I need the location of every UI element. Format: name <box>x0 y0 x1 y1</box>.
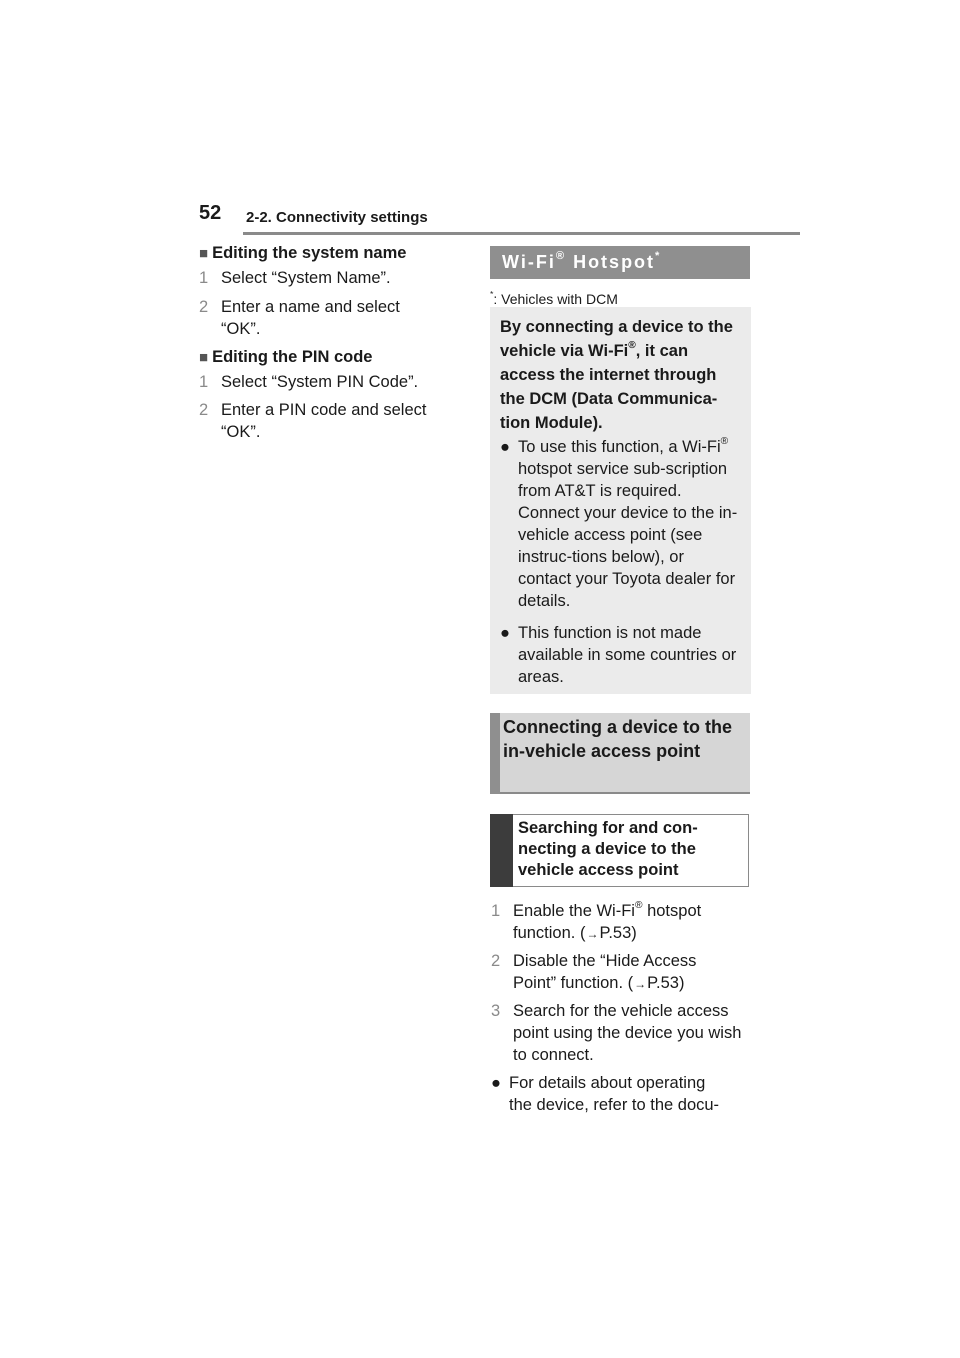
step-number: 2 <box>199 298 209 316</box>
step-item <box>199 371 454 393</box>
search-heading-stripe <box>490 814 513 887</box>
bullet-icon: ● <box>500 624 510 642</box>
step-text: Enter a PIN code and select “OK”. <box>221 401 427 441</box>
bullet-item <box>500 436 740 612</box>
step-number: 2 <box>491 952 501 970</box>
step-number: 2 <box>199 401 209 419</box>
step-item <box>491 900 741 945</box>
page-number: 52 <box>199 202 222 224</box>
step-text: Enter a name and select “OK”. <box>221 298 400 338</box>
intro-text: By connecting a device to the vehicle via Wi-Fi®, it can access the internet through the DCM (Data Communica-tion Module). <box>500 318 733 432</box>
section-title: 2-2. Connectivity settings <box>246 209 428 226</box>
square-bullet-icon: ■ <box>199 245 209 262</box>
page-reference-link[interactable]: P.53) <box>647 974 685 992</box>
bullet-icon: ● <box>491 1074 501 1092</box>
step-number: 1 <box>199 269 209 287</box>
search-heading: Searching for and con-necting a device to the vehicle access point <box>518 819 698 879</box>
subheading-text: Editing the PIN code <box>212 348 373 366</box>
bullet-item <box>491 1072 731 1116</box>
subheading-system-name <box>199 242 406 265</box>
step-item <box>199 399 461 443</box>
step-number: 1 <box>199 373 209 391</box>
bullet-text: For details about operating the device, refer to the docu- <box>509 1074 720 1114</box>
page-reference-link[interactable]: P.53) <box>599 924 637 942</box>
step-text: Select “System PIN Code”. <box>221 373 419 391</box>
footnote: *: Vehicles with DCM <box>490 289 618 307</box>
step-text: Search for the vehicle access point using the device you wish to connect. <box>513 1002 742 1064</box>
bullet-icon: ● <box>500 438 510 456</box>
step-number: 3 <box>491 1002 501 1020</box>
step-item <box>491 950 741 995</box>
bullet-text: To use this function, a Wi-Fi® hotspot service sub-scription from AT&T is required. Connect your device to the in-vehicle access point (see instruc-tions below), or contact your Toyota dealer for details. <box>518 435 738 610</box>
step-item <box>199 296 439 340</box>
header-rule <box>243 232 800 235</box>
bullet-item <box>500 622 740 688</box>
step-number: 1 <box>491 902 501 920</box>
wifi-hotspot-title: Wi-Fi® Hotspot* <box>502 250 662 272</box>
subheading-text: Editing the system name <box>212 244 407 262</box>
step-text: Enable the Wi-Fi® hotspot function. (→P.53) <box>513 899 702 942</box>
step-text: Disable the “Hide Access Point” function. (→P.53) <box>513 952 697 992</box>
step-item <box>491 1000 751 1066</box>
arrow-right-icon: → <box>634 977 647 991</box>
connect-heading: Connecting a device to the in-vehicle access point <box>503 717 733 761</box>
bullet-text: This function is not made available in some countries or areas. <box>518 624 737 686</box>
square-bullet-icon: ■ <box>199 349 209 366</box>
arrow-right-icon: → <box>586 927 599 941</box>
step-item <box>199 267 454 289</box>
connect-heading-stripe <box>490 713 500 794</box>
step-text: Select “System Name”. <box>221 269 391 287</box>
subheading-pin-code <box>199 346 373 369</box>
